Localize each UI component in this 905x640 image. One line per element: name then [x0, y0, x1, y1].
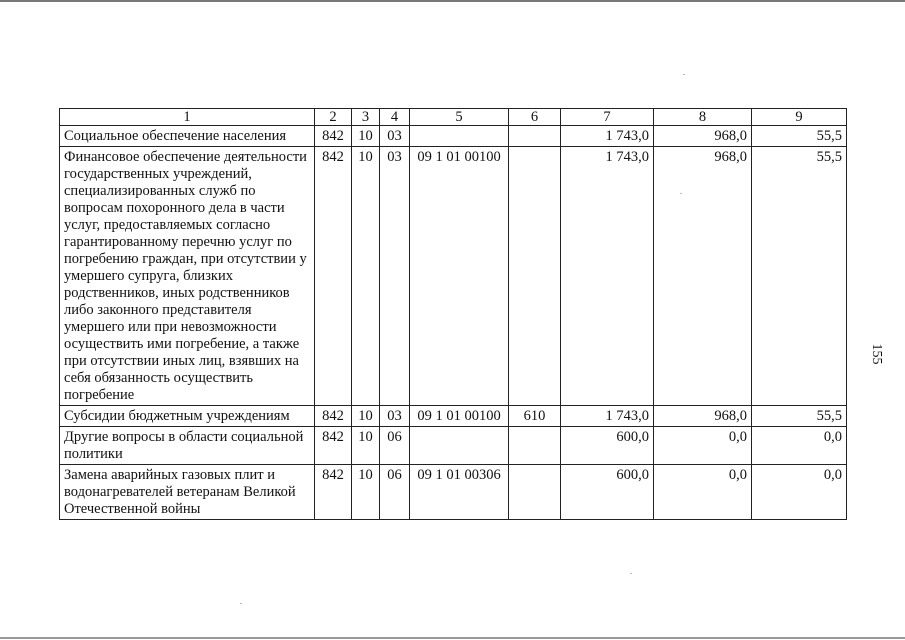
code-cell: 842: [315, 465, 352, 520]
header-cell: 6: [509, 109, 561, 126]
amount-cell: 0,0: [752, 427, 847, 465]
code-cell: [410, 126, 509, 147]
code-cell: 10: [352, 126, 380, 147]
scan-bottom-edge: [0, 637, 905, 639]
code-cell: 10: [352, 406, 380, 427]
amount-cell: 600,0: [561, 427, 654, 465]
amount-cell: 1 743,0: [561, 406, 654, 427]
amount-cell: 600,0: [561, 465, 654, 520]
code-cell: 09 1 01 00100: [410, 147, 509, 406]
table-row: [60, 406, 847, 427]
code-cell: [509, 427, 561, 465]
scan-speck: [683, 74, 685, 75]
row-name-cell: Субсидии бюджетным учреждениям: [60, 406, 315, 427]
amount-cell: 0,0: [752, 465, 847, 520]
amount-cell: 1 743,0: [561, 147, 654, 406]
amount-cell: 1 743,0: [561, 126, 654, 147]
table-row: [60, 465, 847, 520]
amount-cell: 55,5: [752, 126, 847, 147]
code-cell: [509, 465, 561, 520]
scan-speck: [630, 573, 632, 574]
amount-cell: 968,0: [654, 147, 752, 406]
scan-top-edge: [0, 0, 905, 2]
code-cell: [509, 147, 561, 406]
amount-cell: 968,0: [654, 406, 752, 427]
code-cell: 09 1 01 00306: [410, 465, 509, 520]
code-cell: 842: [315, 126, 352, 147]
table-row: [60, 147, 847, 406]
scan-speck: [240, 603, 242, 604]
amount-cell: 0,0: [654, 427, 752, 465]
table-row: [60, 126, 847, 147]
code-cell: 842: [315, 406, 352, 427]
code-cell: 06: [380, 465, 410, 520]
row-name-cell: Другие вопросы в области социальной политики: [60, 427, 315, 465]
code-cell: 842: [315, 427, 352, 465]
row-name-cell: Социальное обеспечение населения: [60, 126, 315, 147]
scan-speck: [680, 193, 682, 194]
code-cell: 610: [509, 406, 561, 427]
code-cell: 09 1 01 00100: [410, 406, 509, 427]
amount-cell: 55,5: [752, 406, 847, 427]
code-cell: 06: [380, 427, 410, 465]
row-name-cell: Замена аварийных газовых плит и водонагревателей ветеранам Великой Отечественной войны: [60, 465, 315, 520]
page-number: 155: [869, 343, 884, 365]
amount-cell: 968,0: [654, 126, 752, 147]
header-cell: 3: [352, 109, 380, 126]
header-cell: 9: [752, 109, 847, 126]
code-cell: 10: [352, 147, 380, 406]
code-cell: 842: [315, 147, 352, 406]
code-cell: 03: [380, 147, 410, 406]
code-cell: 10: [352, 465, 380, 520]
amount-cell: 55,5: [752, 147, 847, 406]
row-name-cell: Финансовое обеспечение деятельности государственных учреждений, специализированных служб по вопросам похоронного дела в части услуг, предоставляемых согласно гарантированному перечню услуг по погребению граждан, при отсутствии у умершего супруга, близких родственников, иных родственников либо законного представителя умершего или при невозможности осуществить ими погребение, а также при отсутствии иных лиц, взявших на себя обязанность осуществить погребение: [60, 147, 315, 406]
table-header-row: [60, 109, 847, 126]
table-row: [60, 427, 847, 465]
header-cell: 5: [410, 109, 509, 126]
header-cell: 8: [654, 109, 752, 126]
budget-table: [59, 108, 847, 520]
header-cell: 1: [60, 109, 315, 126]
code-cell: [410, 427, 509, 465]
code-cell: [509, 126, 561, 147]
header-cell: 4: [380, 109, 410, 126]
code-cell: 03: [380, 126, 410, 147]
amount-cell: 0,0: [654, 465, 752, 520]
header-cell: 2: [315, 109, 352, 126]
code-cell: 03: [380, 406, 410, 427]
header-cell: 7: [561, 109, 654, 126]
code-cell: 10: [352, 427, 380, 465]
